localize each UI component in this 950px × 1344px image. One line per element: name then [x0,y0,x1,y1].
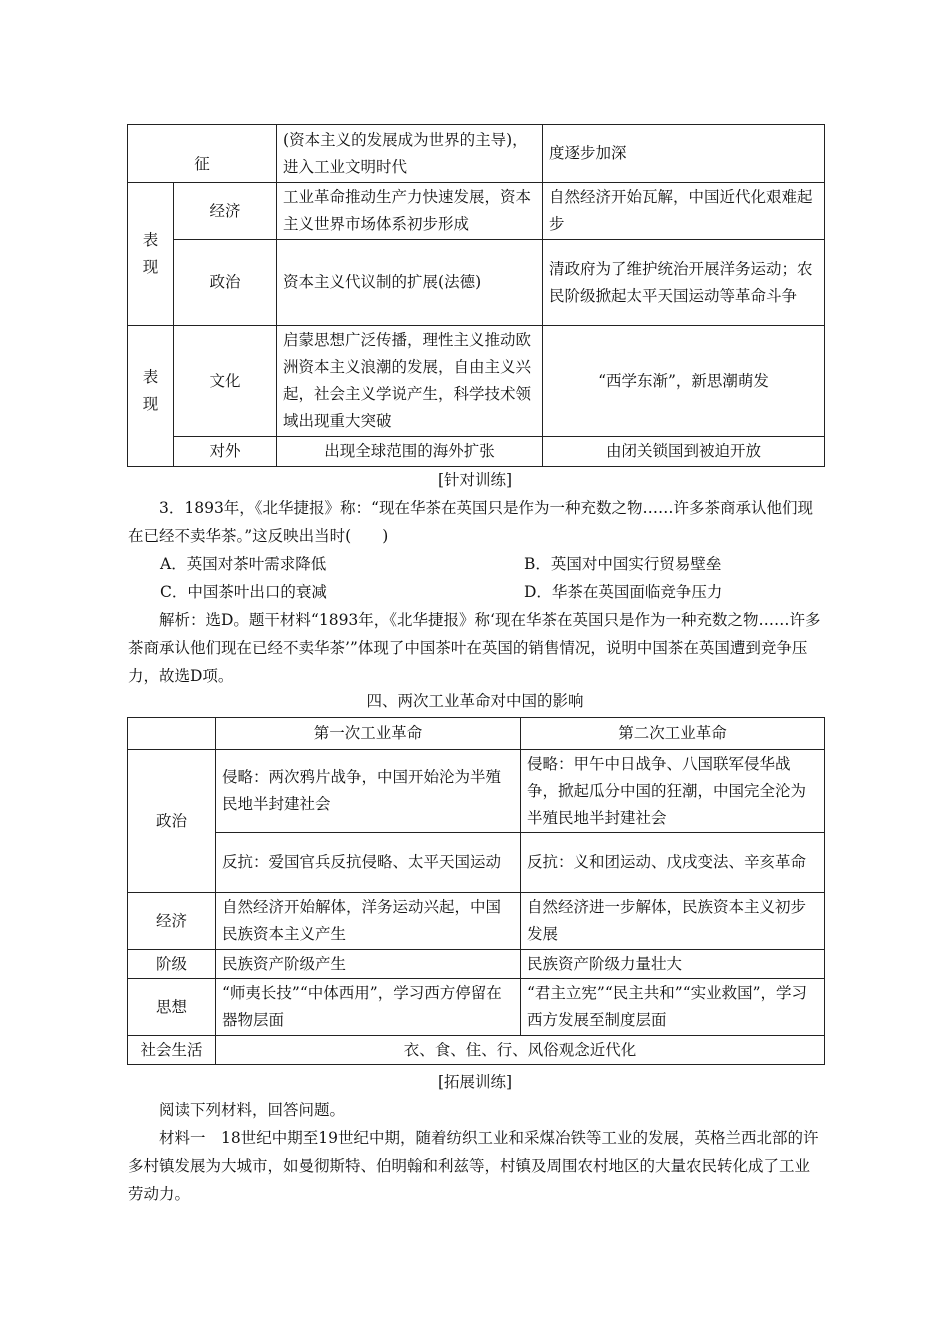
cell-shehui-merged: 衣、食、住、行、风俗观念近代化 [216,1036,825,1065]
cell-sixiang-second: “君主立宪”“民主共和”“实业救国”，学习西方发展至制度层面 [521,979,825,1036]
comparison-table-2 [127,717,825,1065]
question-analysis: 解析：选D。题干材料“1893年，《北华捷报》称‘现在华茶在英国只是作为一种充数之物……许多茶商承认他们现在已经不卖华茶’”体现了中国茶叶在英国的销售情况，说明中国茶在英国遭到竞争压力，故选D项。 [128,611,821,685]
cell-wenhua-china: “西学东渐”，新思潮萌发 [543,326,825,437]
cell-jingji-first: 自然经济开始解体，洋务运动兴起，中国民族资本主义产生 [216,893,521,950]
row-label-jieji: 阶级 [128,950,216,979]
row-label-zheng: 征 [128,125,277,183]
cell-fankang-second: 反抗：义和团运动、戊戌变法、辛亥革命 [521,833,825,893]
row-label-sixiang: 思想 [128,979,216,1036]
cell-zhengzhi-world: 资本主义代议制的扩展(法德) [277,240,543,326]
cell-sixiang-first: “师夷长技”“中体西用”，学习西方停留在器物层面 [216,979,521,1036]
row-label-zhengzhi: 政治 [174,240,277,326]
group-label-biaoxian-2: 表现 [128,326,174,467]
cell-jingji-world: 工业革命推动生产力快速发展，资本主义世界市场体系初步形成 [277,183,543,240]
cell-wenhua-world: 启蒙思想广泛传播，理性主义推动欧洲资本主义浪潮的发展，自由主义兴起，社会主义学说产生，科学技术领域出现重大突破 [277,326,543,437]
cell-qinlue-first: 侵略：两次鸦片战争，中国开始沦为半殖民地半封建社会 [216,750,521,833]
section-practice-heading: [针对训练] [437,471,513,489]
cell-jingji-second: 自然经济进一步解体，民族资本主义初步发展 [521,893,825,950]
cell-zhengzhi-china: 清政府为了维护统治开展洋务运动；农民阶级掀起太平天国运动等革命斗争 [543,240,825,326]
reading-intro: 阅读下列材料，回答问题。 [159,1101,346,1119]
option-d: D．华茶在英国面临竞争压力 [524,583,723,601]
cell-qinlue-second: 侵略：甲午中日战争、八国联军侵华战争，掀起瓜分中国的狂潮，中国完全沦为半殖民地半封建社会 [521,750,825,833]
cell-jingji-china: 自然经济开始瓦解，中国近代化艰难起步 [543,183,825,240]
section-extend-heading: [拓展训练] [437,1073,513,1091]
header-first-revolution: 第一次工业革命 [216,718,521,750]
cell-jieji-second: 民族资产阶级力量壮大 [521,950,825,979]
header-empty-cell [128,718,216,750]
row-label-wenhua: 文化 [174,326,277,437]
row-label-jingji: 经济 [174,183,277,240]
row-label-shehui: 社会生活 [128,1036,216,1065]
cell-jieji-first: 民族资产阶级产生 [216,950,521,979]
row-label-jingji-2: 经济 [128,893,216,950]
group-label-biaoxian-1: 表现 [128,183,174,326]
section4-title: 四、两次工业革命对中国的影响 [366,692,584,710]
cell-duiwai-world: 出现全球范围的海外扩张 [277,437,543,467]
option-b: B．英国对中国实行贸易壁垒 [524,555,722,573]
option-c: C．中国茶叶出口的衰减 [160,583,327,601]
row-label-zhengzhi-2: 政治 [128,750,216,893]
question-stem: 3．1893年，《北华捷报》称：“现在华茶在英国只是作为一种充数之物……许多茶商承认他们现在已经不卖华茶。”这反映出当时( ) [128,499,813,545]
header-second-revolution: 第二次工业革命 [521,718,825,750]
cell-zheng-world: (资本主义的发展成为世界的主导)，进入工业文明时代 [277,125,543,183]
cell-fankang-first: 反抗：爱国官兵反抗侵略、太平天国运动 [216,833,521,893]
comparison-table-1 [127,124,825,467]
cell-duiwai-china: 由闭关锁国到被迫开放 [543,437,825,467]
material-one: 材料一 18世纪中期至19世纪中期，随着纺织工业和采煤冶铁等工业的发展，英格兰西北部的许多村镇发展为大城市，如曼彻斯特、伯明翰和利兹等，村镇及周围农村地区的大量农民转化成了工业劳动力。 [128,1129,819,1203]
cell-zheng-china: 度逐步加深 [543,125,825,183]
row-label-duiwai: 对外 [174,437,277,467]
option-a: A．英国对茶叶需求降低 [160,555,327,573]
